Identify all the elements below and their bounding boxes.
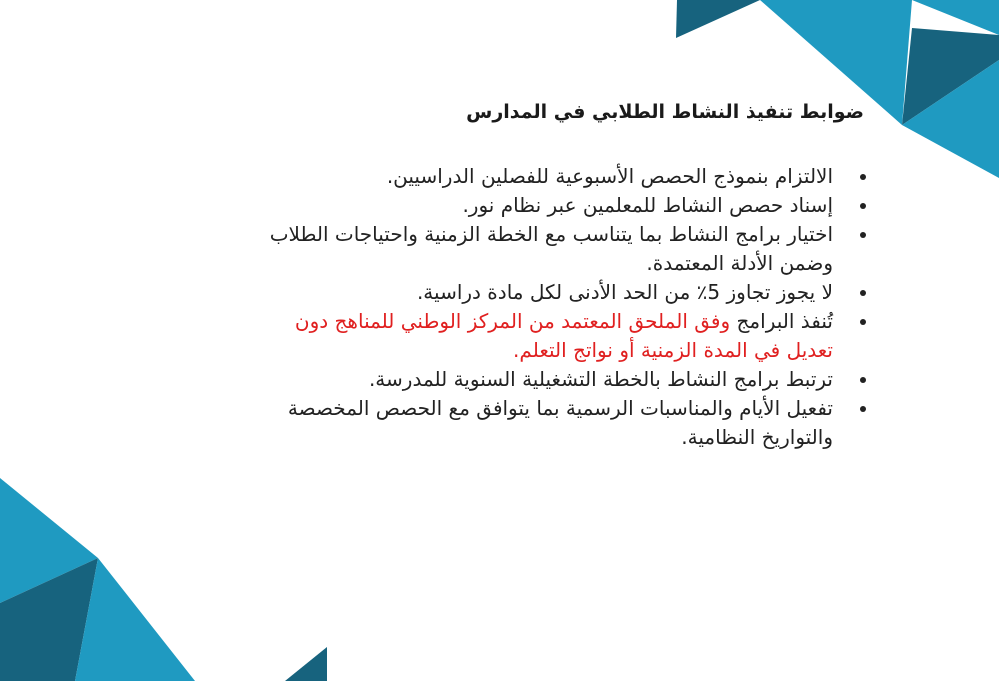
bullet-icon (860, 203, 866, 209)
bullet-icon (860, 232, 866, 238)
list-item-text: لا يجوز تجاوز 5٪ من الحد الأدنى لكل مادة دراسية. (416, 280, 833, 304)
list-item-text: إسناد حصص النشاط للمعلمين عبر نظام نور. (462, 193, 833, 217)
list-item-text: ترتبط برامج النشاط بالخطة التشغيلية السنوية للمدرسة. (368, 367, 833, 391)
list-item (251, 191, 871, 220)
triangle-top-small (676, 0, 760, 38)
list-item (251, 278, 871, 307)
bullet-icon (860, 290, 866, 296)
list-item-highlight: وفق الملحق المعتمد من المركز الوطني للمناهج دون تعديل في المدة الزمنية أو نواتج التعلم. (294, 309, 833, 362)
triangle-bottom-small (285, 647, 327, 681)
list-item-text: تفعيل الأيام والمناسبات الرسمية بما يتوافق مع الحصص المخصصة والتواريخ النظامية. (287, 396, 833, 449)
list-item (251, 162, 871, 191)
bullet-icon (860, 174, 866, 180)
rules-list (251, 162, 871, 452)
page-title: ضوابط تنفيذ النشاط الطلابي في المدارس (466, 101, 864, 123)
list-item (251, 307, 871, 365)
list-item-prefix: تُنفذ البرامج (730, 309, 833, 333)
bullet-icon (860, 377, 866, 383)
bullet-icon (860, 319, 866, 325)
list-item (251, 394, 871, 452)
list-item-text: الالتزام بنموذج الحصص الأسبوعية للفصلين الدراسيين. (386, 164, 833, 188)
list-item (251, 220, 871, 278)
list-item-text: اختيار برامج النشاط بما يتناسب مع الخطة الزمنية واحتياجات الطلاب وضمن الأدلة المعتمدة. (269, 222, 833, 275)
list-item (251, 365, 871, 394)
bullet-icon (860, 406, 866, 412)
